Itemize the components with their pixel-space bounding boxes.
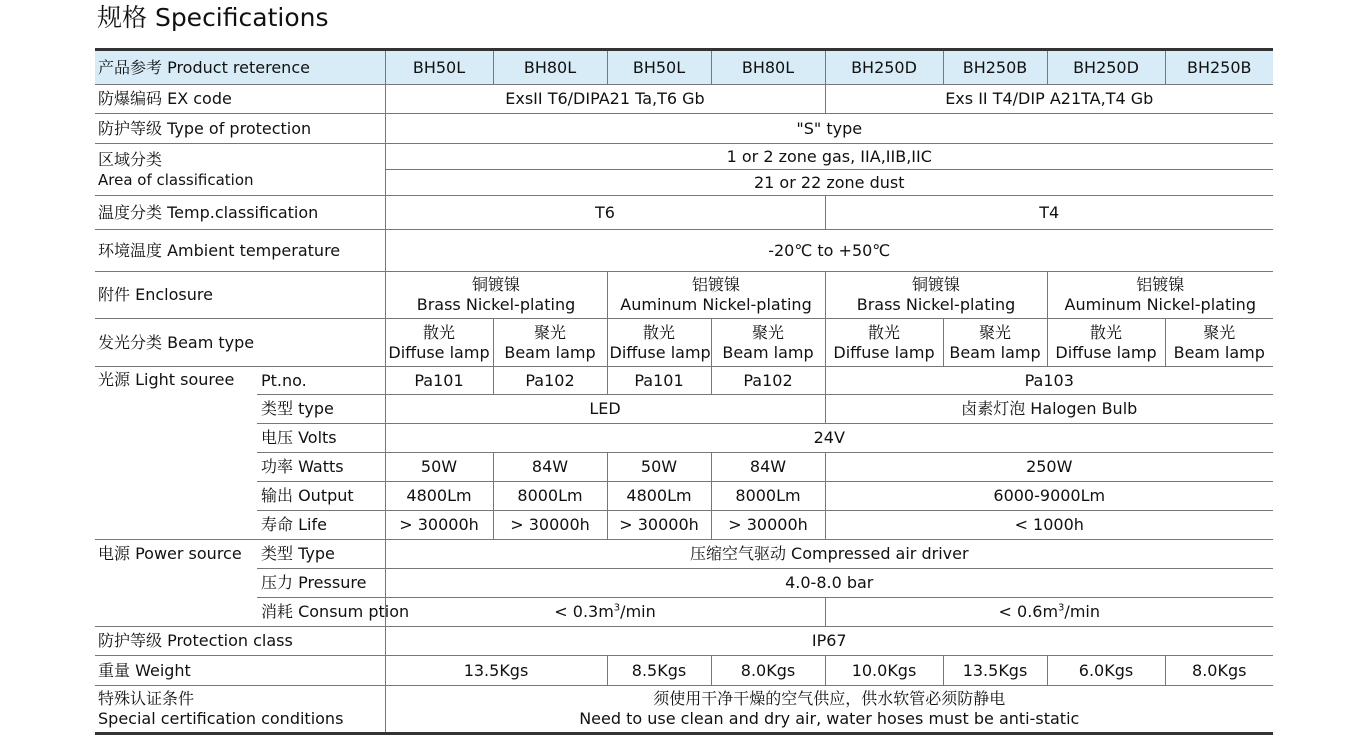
specifications-table [95,48,1273,735]
row-label: 防护等级 Protection class [95,627,385,656]
cell-cn: 铜镀镍 [471,275,520,294]
table-row-protection-type [95,114,1273,144]
table-row-protection-class [95,627,1273,656]
table-row-beam [95,319,1273,367]
cell-cn: 散光 [642,322,675,342]
value-cell: > 30000h [493,511,607,540]
cell-cn: 铝镀镍 [1136,275,1185,294]
label-en: Special certification conditions [98,709,344,728]
enclosure-cell [607,272,825,319]
table-row-output [95,482,1273,511]
cell-en: Brass Nickel-plating [416,295,576,314]
table-row-power-type [95,540,1273,569]
sub-label: 类型 type [257,395,385,424]
sub-label: 类型 Type [257,540,385,569]
table-row-weight [95,656,1273,686]
cell-cn: 须使用干净干燥的空气供应，供水软管必须防静电 [653,689,1006,708]
value-cell: 84W [493,453,607,482]
value-cell: T4 [825,196,1273,230]
cell-cn: 聚光 [978,322,1011,342]
value-post: /min [1064,602,1100,621]
cell-en: Brass Nickel-plating [856,295,1016,314]
value-cell: < 1000h [825,511,1273,540]
row-label: 环境温度 Ambient temperature [95,230,385,272]
cell-en: Diffuse lamp [388,342,490,362]
value-cell: 6.0Kgs [1047,656,1165,686]
value-cell: 13.5Kgs [943,656,1047,686]
value-cell: LED [385,395,825,424]
product-cell: BH250B [1165,50,1273,85]
value-cell: 压缩空气驱动 Compressed air driver [385,540,1273,569]
cell-en: Beam lamp [722,342,814,362]
value-cell [825,598,1273,627]
product-cell: BH50L [607,50,711,85]
sub-label: 功率 Watts [257,453,385,482]
value-cell: Pa103 [825,367,1273,395]
label-en: Area of classification [98,170,254,189]
cell-cn: 聚光 [533,322,566,342]
table-row-product [95,50,1273,85]
row-label: 防爆编码 EX code [95,85,385,114]
value-cell: 6000-9000Lm [825,482,1273,511]
value-cell: Pa102 [711,367,825,395]
table-row-temp [95,196,1273,230]
row-label: 发光分类 Beam type [95,319,385,367]
table-row-special [95,686,1273,734]
value-cell: 84W [711,453,825,482]
table-row-ptno [95,367,1273,395]
value-pre: < 0.3m [554,602,614,621]
beam-cell [1165,319,1273,367]
value-cell: > 30000h [385,511,493,540]
value-cell: 250W [825,453,1273,482]
value-sup: 3 [613,602,621,614]
table-row-area-gas [95,144,1273,170]
label-cn: 特殊认证条件 [98,689,195,708]
cell-cn: 散光 [422,322,455,342]
beam-cell [385,319,493,367]
excode-cell: ExsII T6/DIPA21 Ta,T6 Gb [385,85,825,114]
row-label: 防护等级 Type of protection [95,114,385,144]
value-cell: 1 or 2 zone gas, IIA,IIB,IIC [385,144,1273,170]
product-cell: BH250D [1047,50,1165,85]
sub-label: 寿命 Life [257,511,385,540]
row-label [95,686,385,734]
cell-en: Beam lamp [1173,342,1265,362]
row-label: 产品参考 Product reterence [95,50,385,85]
enclosure-cell [385,272,607,319]
row-label [95,144,385,196]
product-cell: BH80L [711,50,825,85]
cell-cn: 聚光 [751,322,784,342]
beam-cell [711,319,825,367]
value-cell: 4800Lm [607,482,711,511]
value-cell: 4.0-8.0 bar [385,569,1273,598]
beam-cell [825,319,943,367]
row-label: 光源 Light souree [95,367,257,540]
value-cell: Pa101 [607,367,711,395]
value-cell: > 30000h [607,511,711,540]
enclosure-cell [825,272,1047,319]
cell-cn: 聚光 [1203,322,1236,342]
value-cell: "S" type [385,114,1273,144]
value-cell: 4800Lm [385,482,493,511]
table-row-excode [95,85,1273,114]
table-row-life [95,511,1273,540]
sub-label: 压力 Pressure [257,569,385,598]
value-cell: 8.0Kgs [711,656,825,686]
row-label: 电源 Power source [95,540,257,627]
row-label: 附件 Enclosure [95,272,385,319]
cell-cn: 散光 [867,322,900,342]
cell-cn: 铜镀镍 [911,275,960,294]
table-row-ambient [95,230,1273,272]
cell-en: Diffuse lamp [609,342,711,362]
cell-cn: 铝镀镍 [691,275,740,294]
value-cell: 24V [385,424,1273,453]
value-cell: 8.5Kgs [607,656,711,686]
sub-label: 输出 Output [257,482,385,511]
row-label: 温度分类 Temp.classification [95,196,385,230]
table-row-watts [95,453,1273,482]
product-cell: BH250B [943,50,1047,85]
table-row-enclosure [95,272,1273,319]
cell-en: Beam lamp [949,342,1041,362]
value-cell: 21 or 22 zone dust [385,170,1273,196]
value-cell: -20℃ to +50℃ [385,230,1273,272]
value-cell: IP67 [385,627,1273,656]
cell-en: Diffuse lamp [1055,342,1157,362]
excode-cell: Exs II T4/DIP A21TA,T4 Gb [825,85,1273,114]
page-title: 规格 Specifications [97,3,329,32]
value-cell: T6 [385,196,825,230]
value-cell [385,598,825,627]
cell-en: Beam lamp [504,342,596,362]
value-cell: 8.0Kgs [1165,656,1273,686]
table-row-volts [95,424,1273,453]
beam-cell [1047,319,1165,367]
value-post: /min [620,602,656,621]
product-cell: BH50L [385,50,493,85]
row-label: 重量 Weight [95,656,385,686]
value-cell: 50W [385,453,493,482]
sub-label: 消耗 Consum ption [257,598,385,627]
cell-cn: 散光 [1089,322,1122,342]
beam-cell [943,319,1047,367]
product-cell: BH80L [493,50,607,85]
cell-en: Auminum Nickel-plating [620,295,812,314]
beam-cell [493,319,607,367]
product-cell: BH250D [825,50,943,85]
sub-label: Pt.no. [257,367,385,395]
beam-cell [607,319,711,367]
value-cell: 50W [607,453,711,482]
value-sup: 3 [1058,602,1065,614]
value-cell: 10.0Kgs [825,656,943,686]
value-cell [385,686,1273,734]
sub-label: 电压 Volts [257,424,385,453]
cell-en: Need to use clean and dry air, water hoses must be anti-static [579,709,1080,728]
table-row-light-type [95,395,1273,424]
value-pre: < 0.6m [998,602,1059,621]
value-cell: 卤素灯泡 Halogen Bulb [825,395,1273,424]
value-cell: Pa102 [493,367,607,395]
cell-en: Diffuse lamp [833,342,935,362]
value-cell: 8000Lm [711,482,825,511]
value-cell: Pa101 [385,367,493,395]
value-cell: 13.5Kgs [385,656,607,686]
label-cn: 区域分类 [98,149,163,169]
table-row-pressure [95,569,1273,598]
cell-en: Auminum Nickel-plating [1064,295,1256,314]
enclosure-cell [1047,272,1273,319]
value-cell: > 30000h [711,511,825,540]
table-row-consumption [95,598,1273,627]
value-cell: 8000Lm [493,482,607,511]
